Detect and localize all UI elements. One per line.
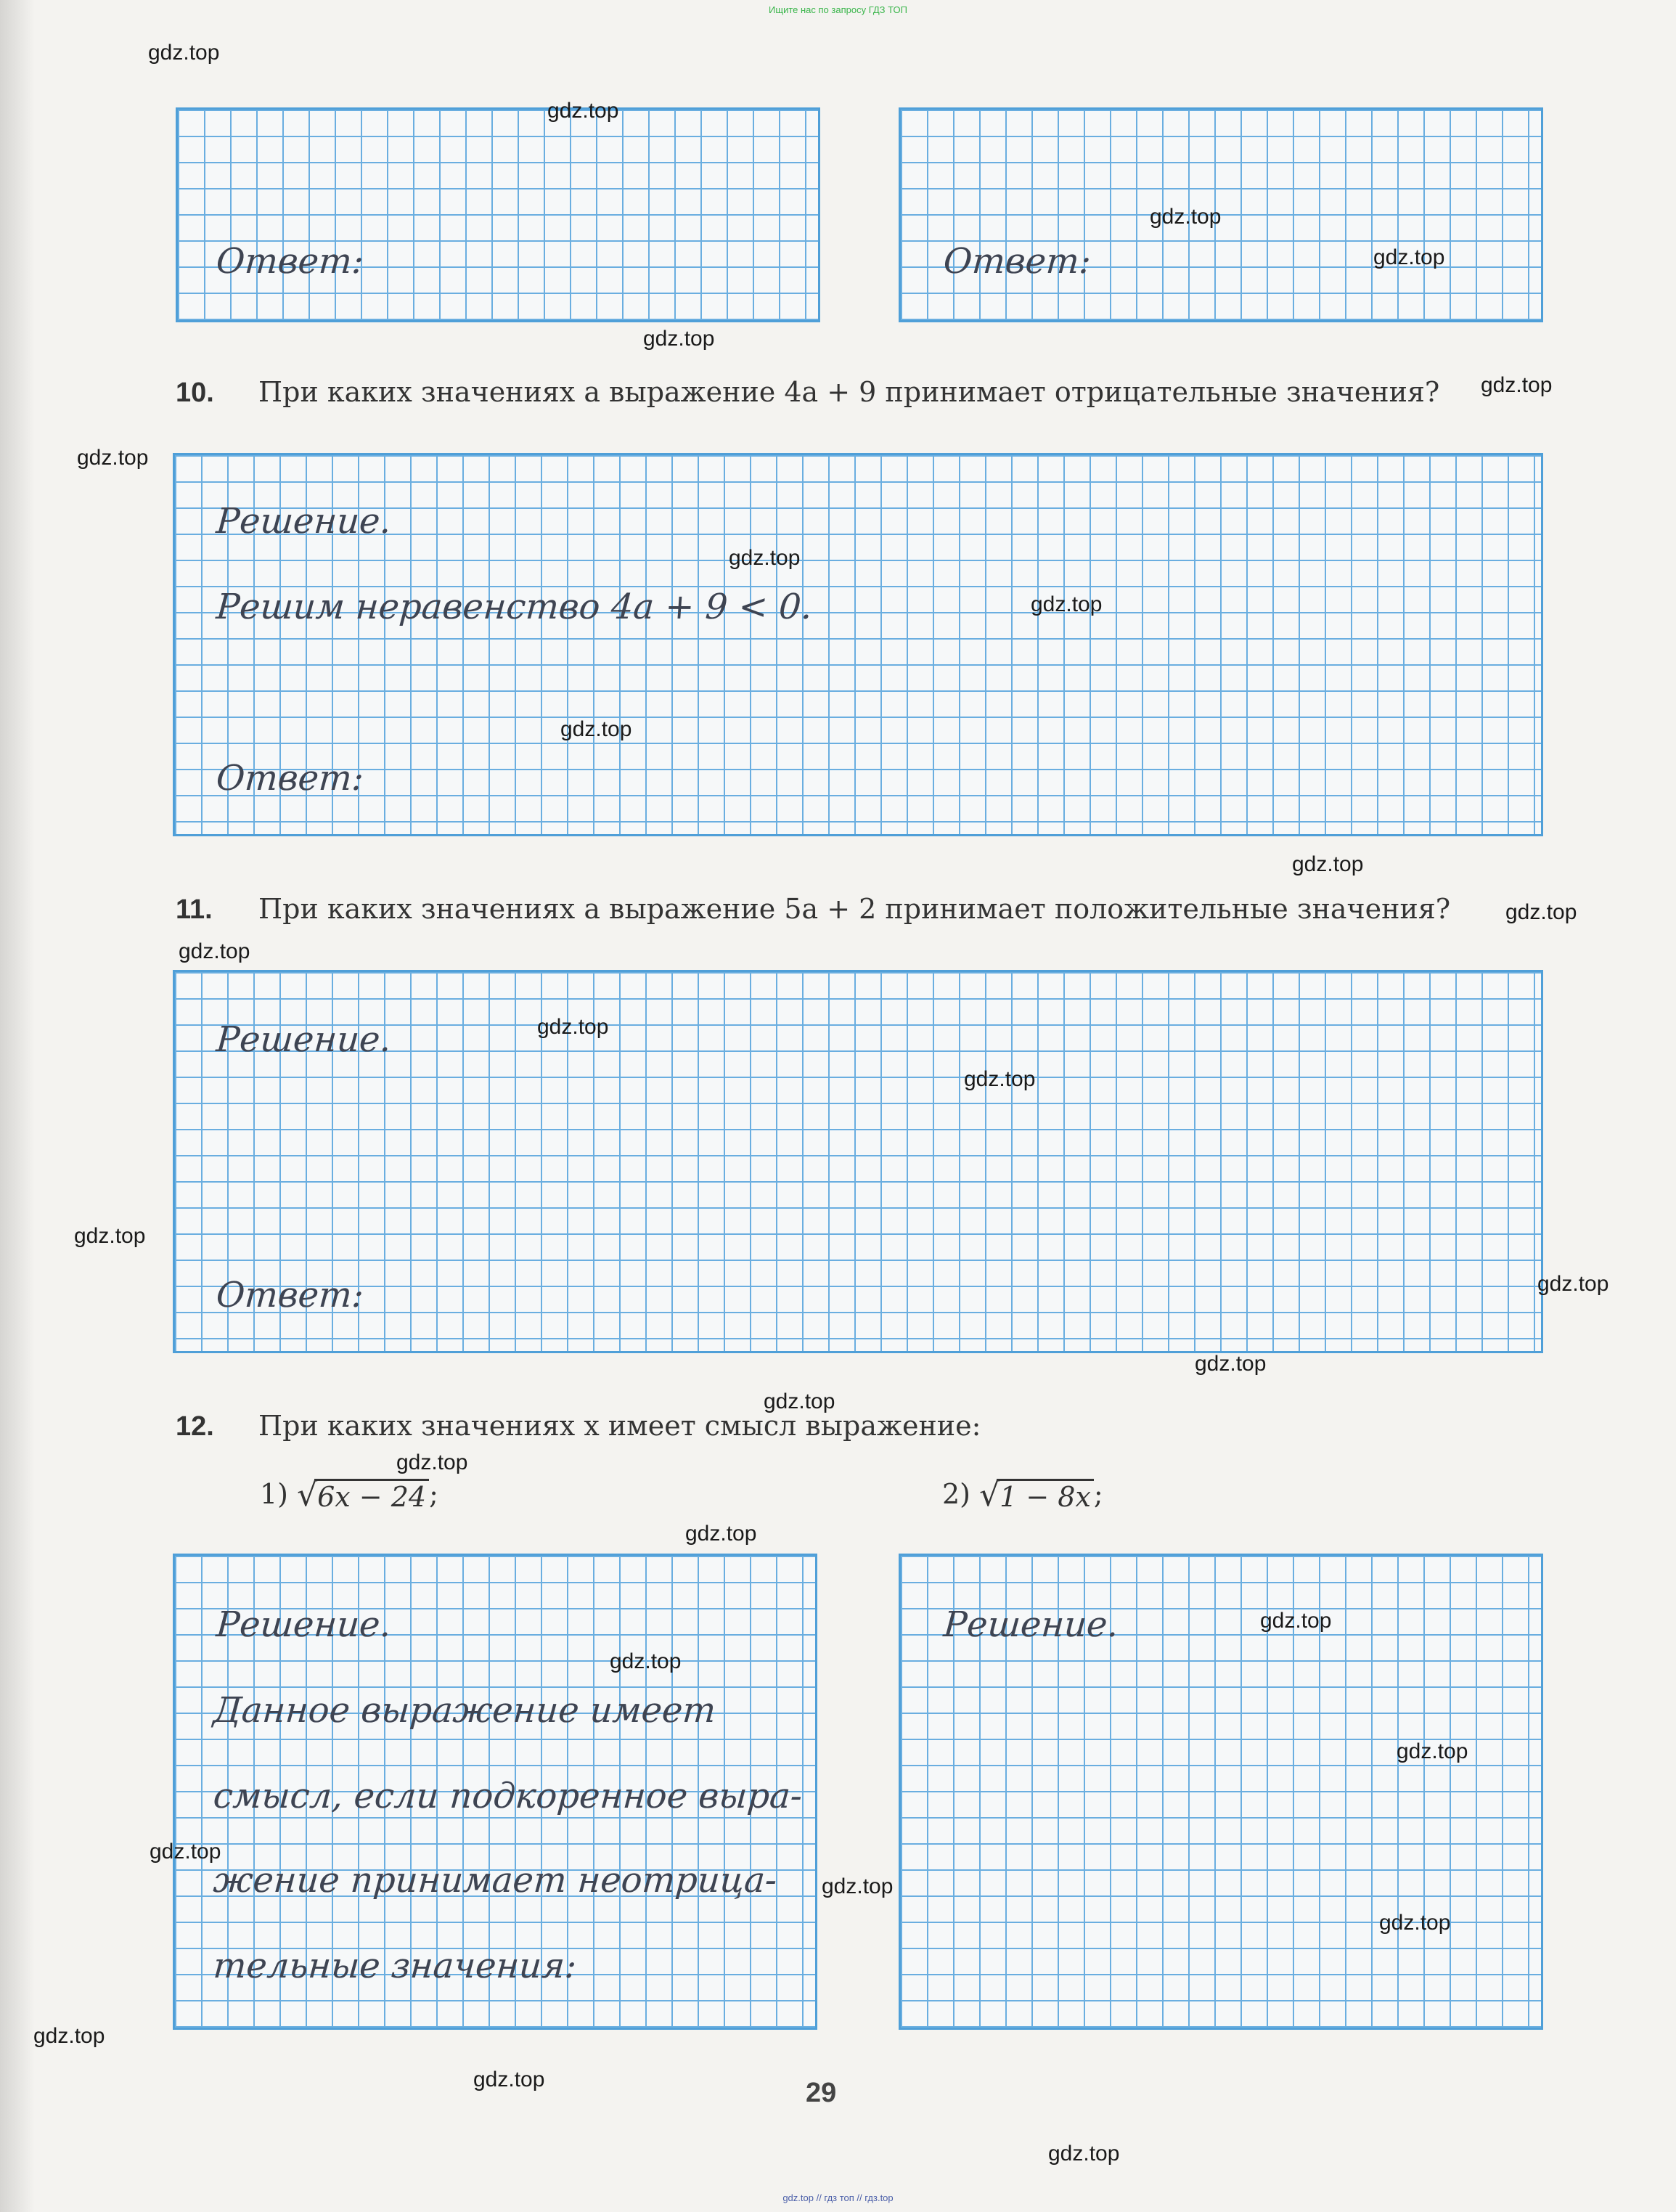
square-root — [297, 1476, 429, 1514]
solution-line: жение принимает неотрица- — [212, 1860, 779, 1901]
item-number: 1) — [260, 1478, 289, 1510]
watermark: gdz.top — [1195, 1352, 1267, 1376]
footer-note: gdz.top // гдз топ // гдз.top — [782, 2192, 894, 2203]
solution-line: Решим неравенство 4a + 9 < 0. — [215, 587, 814, 627]
task-item-2 — [942, 1478, 1103, 1513]
watermark: gdz.top — [547, 99, 619, 123]
radicand: 1 − 8x — [997, 1479, 1094, 1513]
watermark: gdz.top — [560, 717, 632, 741]
task-question: При каких значениях x имеет смысл выражение: — [258, 1410, 981, 1442]
watermark: gdz.top — [764, 1389, 835, 1413]
watermark: gdz.top — [396, 1450, 468, 1474]
watermark: gdz.top — [473, 2068, 545, 2091]
item-suffix: ; — [1093, 1478, 1103, 1510]
solution-line: смысл, если подкоренное выра- — [212, 1776, 804, 1816]
task-question: При каких значениях a выражение 4a + 9 принимает отрицательные значения? — [258, 376, 1440, 408]
watermark: gdz.top — [1260, 1609, 1332, 1633]
watermark: gdz.top — [643, 327, 715, 351]
watermark: gdz.top — [1379, 1911, 1451, 1935]
solution-label: Решение. — [942, 1604, 1120, 1645]
solution-label: Решение. — [215, 1019, 393, 1060]
answer-grid-top-left — [176, 107, 820, 322]
task-item-1 — [260, 1478, 438, 1513]
task-number: 11. — [176, 894, 213, 925]
watermark: gdz.top — [33, 2024, 105, 2048]
radical-sign-icon: √ — [979, 1476, 1000, 1514]
page-number: 29 — [806, 2078, 837, 2108]
solution-line: тельные значения: — [212, 1946, 579, 1986]
square-root — [979, 1476, 1094, 1514]
radicand: 6x − 24 — [314, 1479, 429, 1513]
watermark: gdz.top — [1537, 1272, 1609, 1296]
watermark: gdz.top — [1031, 592, 1103, 616]
solution-label: Решение. — [215, 1604, 393, 1645]
task-question: При каких значениях a выражение 5a + 2 принимает положительные значения? — [258, 893, 1451, 925]
item-suffix: ; — [429, 1478, 438, 1510]
header-note: Ищите нас по запросу ГДЗ ТОП — [769, 4, 907, 15]
answer-label: Ответ: — [215, 1275, 365, 1315]
task-number: 10. — [176, 377, 214, 408]
watermark: gdz.top — [150, 1840, 221, 1864]
answer-label: Ответ: — [215, 241, 365, 282]
watermark: gdz.top — [1505, 900, 1577, 924]
item-number: 2) — [942, 1478, 971, 1510]
solution-line: Данное выражение имеет — [212, 1690, 717, 1731]
solution-label: Решение. — [215, 501, 393, 542]
watermark: gdz.top — [729, 546, 801, 570]
page-binding-shadow — [0, 0, 35, 2212]
watermark: gdz.top — [1150, 205, 1222, 229]
watermark: gdz.top — [1048, 2142, 1120, 2166]
watermark: gdz.top — [1373, 245, 1445, 269]
answer-label: Ответ: — [215, 758, 365, 799]
watermark: gdz.top — [74, 1224, 146, 1248]
watermark: gdz.top — [1397, 1739, 1468, 1763]
watermark: gdz.top — [537, 1015, 609, 1039]
radical-sign-icon: √ — [297, 1476, 318, 1514]
watermark: gdz.top — [610, 1649, 682, 1673]
watermark: gdz.top — [77, 446, 149, 470]
watermark: gdz.top — [1292, 852, 1364, 876]
watermark: gdz.top — [148, 41, 220, 65]
watermark: gdz.top — [964, 1067, 1036, 1091]
watermark: gdz.top — [179, 939, 250, 963]
answer-label: Ответ: — [942, 241, 1092, 282]
watermark: gdz.top — [685, 1522, 757, 1546]
task-number: 12. — [176, 1411, 214, 1442]
watermark: gdz.top — [822, 1874, 894, 1898]
watermark: gdz.top — [1481, 373, 1553, 397]
